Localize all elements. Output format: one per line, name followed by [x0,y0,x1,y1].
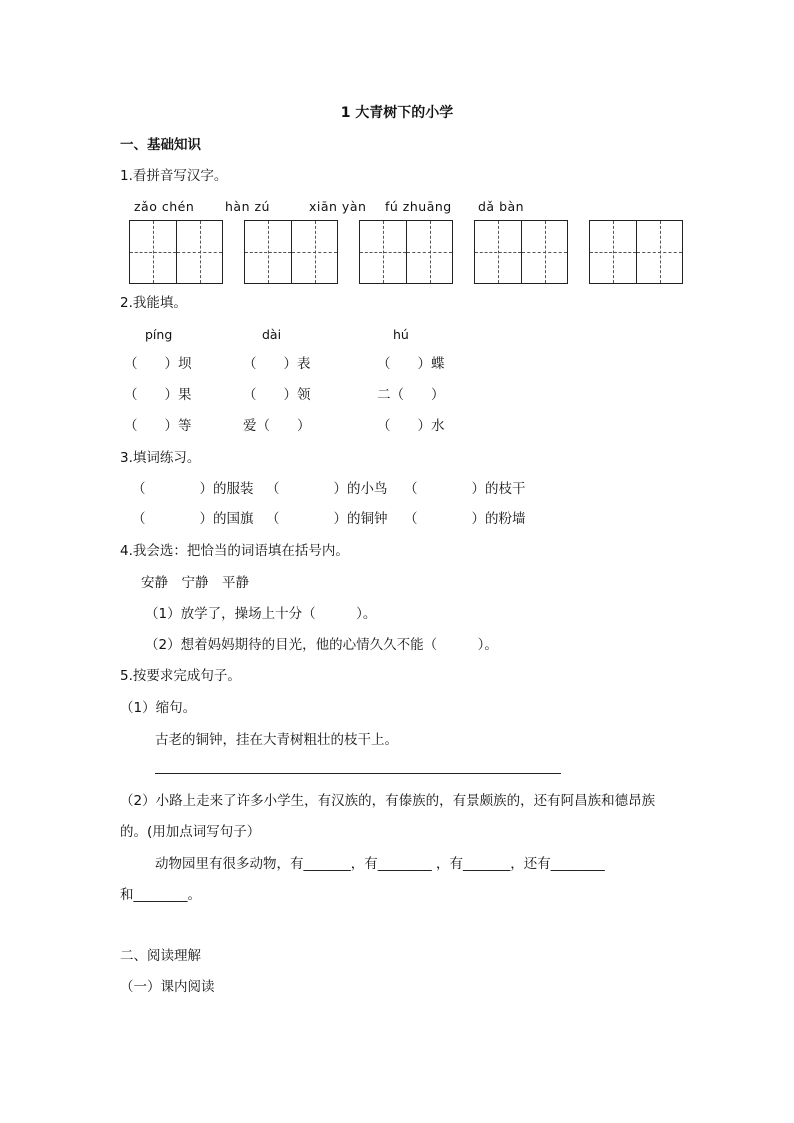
writing-grid-zaochen[interactable] [129,220,223,284]
q4-label: 4.我会选：把恰当的词语填在括号内。 [120,543,349,559]
pinyin-hanzu: hàn zú [225,199,270,214]
q3-item-fenqiang: （ ）的粉墙 [404,511,526,527]
q2-item-guo: （ ）果 [124,387,192,403]
pinyin-zaochen: zǎo chén [134,199,195,214]
q5-fill-line2: 和________。 [120,887,201,903]
section-basic-knowledge: 一、基础知识 [120,137,201,153]
grid-cell[interactable] [406,221,452,283]
section-reading: 二、阅读理解 [120,948,201,964]
q4-sentence-1: （1）放学了，操场上十分（ ）。 [145,606,377,622]
pinyin-daban: dǎ bàn [478,199,525,214]
reading-subsection-1: （一）课内阅读 [120,979,215,995]
grid-cell[interactable] [291,221,337,283]
page-title: 1 大青树下的小学 [340,105,454,121]
pinyin-xianyan: xiān yàn [309,199,367,214]
q2-pinyin-hu: hú [393,327,409,342]
writing-grid-daban[interactable] [589,220,683,284]
q2-item-deng: （ ）等 [124,418,192,434]
grid-cell[interactable] [521,221,567,283]
q2-item-die: （ ）蝶 [377,356,445,372]
grid-cell[interactable] [475,221,521,283]
q2-pinyin-dai: dài [262,327,282,342]
q4-sentence-2: （2）想着妈妈期待的目光，他的心情久久不能（ ）。 [145,637,498,653]
grid-cell[interactable] [245,221,291,283]
writing-grid-xianyan[interactable] [359,220,453,284]
writing-grid-fuzhuang[interactable] [474,220,568,284]
q5-sub2-line1: （2）小路上走来了许多小学生，有汉族的，有傣族的，有景颇族的，还有阿昌族和德昂族 [120,793,656,809]
q2-pinyin-ping: píng [145,327,173,342]
grid-cell[interactable] [130,221,176,283]
q3-item-fuzhuang: （ ）的服装 [132,481,254,497]
answer-line[interactable] [155,773,561,774]
q3-item-zhigan: （ ）的枝干 [404,481,526,497]
q2-item-biao: （ ）表 [243,356,311,372]
q3-item-tongzhong: （ ）的铜钟 [266,511,388,527]
q5-fill-line1: 动物园里有很多动物，有_______，有________ ，有_______，还有________ [155,856,605,872]
q5-sub1-label: （1）缩句。 [120,700,197,716]
writing-grid-hanzu[interactable] [244,220,338,284]
q3-label: 3.填词练习。 [120,450,201,466]
grid-cell[interactable] [636,221,682,283]
q2-item-shui: （ ）水 [377,418,445,434]
q2-label: 2.我能填。 [120,295,187,311]
pinyin-fuzhuang: fú zhuāng [385,199,452,214]
q2-item-aidai: 爱（ ） [243,418,311,434]
q2-item-erhu: 二（ ） [377,387,445,403]
q3-item-guoqi: （ ）的国旗 [132,511,254,527]
q5-label: 5.按要求完成句子。 [120,668,241,684]
q1-label: 1.看拼音写汉字。 [120,168,228,184]
q3-item-xiaoniao: （ ）的小鸟 [266,481,388,497]
q5-sub2-line2: 的。(用加点词写句子） [120,824,261,840]
grid-cell[interactable] [590,221,636,283]
grid-cell[interactable] [360,221,406,283]
q2-item-ba: （ ）坝 [124,356,192,372]
q5-sentence-1: 古老的铜钟，挂在大青树粗壮的枝干上。 [155,732,398,748]
grid-cell[interactable] [176,221,222,283]
q2-item-ling: （ ）领 [243,387,311,403]
q4-word-choices: 安静 宁静 平静 [141,575,249,591]
